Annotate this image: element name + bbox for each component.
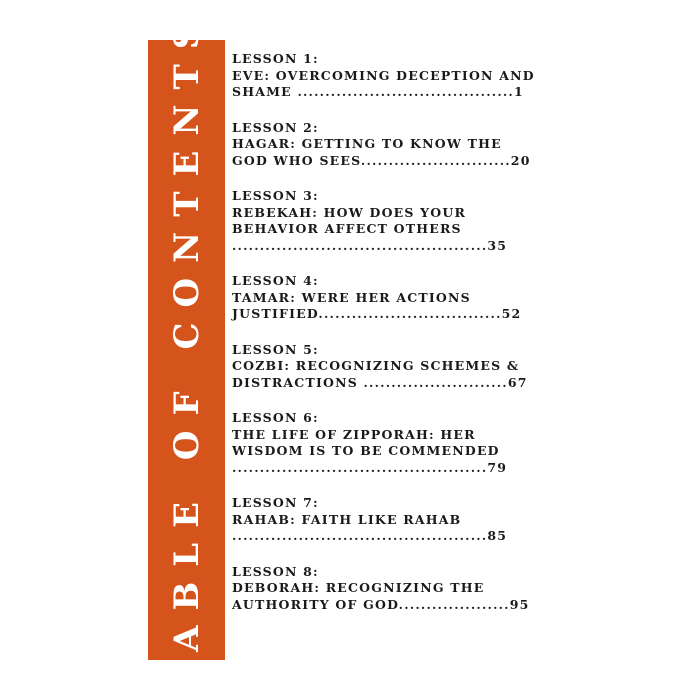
lesson-title-line: HAGAR: GETTING TO KNOW THE <box>232 136 502 151</box>
lesson-entry-1[interactable] <box>232 51 562 101</box>
lesson-entry-3[interactable] <box>232 188 562 254</box>
lesson-title-line: WISDOM IS TO BE COMMENDED <box>232 443 500 458</box>
lesson-title-line: JUSTIFIED.................................52 <box>232 306 522 321</box>
lesson-title-line: AUTHORITY OF GOD....................95 <box>232 596 530 612</box>
lesson-title-line: SHAME .......................................1 <box>232 84 524 99</box>
lesson-entry-7[interactable] <box>232 495 562 545</box>
lesson-number: LESSON 3: <box>232 188 319 203</box>
lesson-list <box>232 51 562 632</box>
lesson-number: LESSON 1: <box>232 51 319 66</box>
lesson-title-line: BEHAVIOR AFFECT OTHERS <box>232 221 462 236</box>
lesson-entry-2[interactable] <box>232 120 562 170</box>
lesson-title-line: ..............................................35 <box>232 237 508 253</box>
lesson-entry-4[interactable] <box>232 273 562 323</box>
lesson-number: LESSON 8: <box>232 563 319 579</box>
lesson-number: LESSON 6: <box>232 410 319 425</box>
lesson-title-line: DISTRACTIONS ..........................67 <box>232 374 528 390</box>
lesson-title-line: RAHAB: FAITH LIKE RAHAB <box>232 511 462 527</box>
lesson-title-line: COZBI: RECOGNIZING SCHEMES & <box>232 358 520 373</box>
lesson-title-line: ..............................................85 <box>232 528 508 543</box>
lesson-title-line: EVE: OVERCOMING DECEPTION AND <box>232 67 535 83</box>
lesson-title-line: REBEKAH: HOW DOES YOUR <box>232 204 467 220</box>
lesson-number: LESSON 7: <box>232 495 319 510</box>
lesson-number: LESSON 5: <box>232 341 319 357</box>
lesson-title-line: GOD WHO SEES...........................20 <box>232 152 531 168</box>
lesson-number: LESSON 4: <box>232 273 319 288</box>
lesson-title-line: TAMAR: WERE HER ACTIONS <box>232 289 471 305</box>
table-of-contents-heading: TABLE OF CONTENTS <box>166 9 207 691</box>
lesson-entry-6[interactable] <box>232 410 562 476</box>
lesson-entry-5[interactable] <box>232 342 562 392</box>
lesson-entry-8[interactable] <box>232 564 562 614</box>
lesson-number: LESSON 2: <box>232 119 319 135</box>
lesson-title-line: DEBORAH: RECOGNIZING THE <box>232 580 485 595</box>
lesson-title-line: ..............................................79 <box>232 459 508 475</box>
lesson-title-line: THE LIFE OF ZIPPORAH: HER <box>232 426 476 442</box>
sidebar-title-band <box>148 9 225 691</box>
